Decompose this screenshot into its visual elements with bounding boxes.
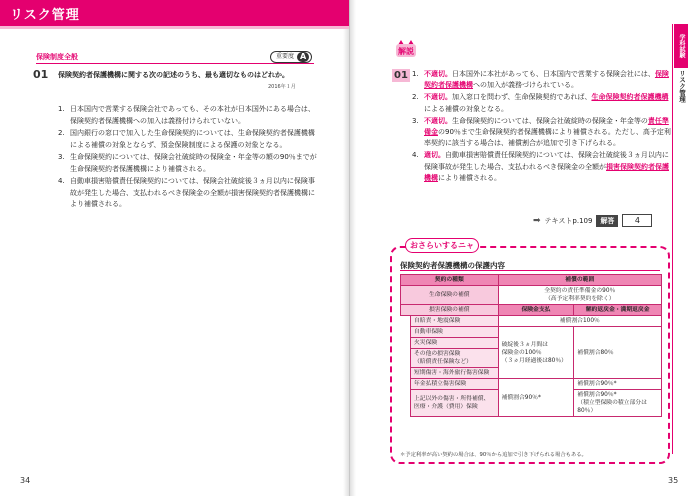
row-label (410, 390, 498, 417)
explanation-text (424, 150, 672, 184)
explanation-number: 1. (412, 70, 419, 78)
explanation-label: 解説 (398, 47, 414, 56)
answer-label: 解答 (596, 215, 618, 227)
table-row (401, 379, 662, 390)
payout-low: 補償割合90％* (498, 379, 574, 417)
explanation-pre: 生命保険契約については、保険会社破綻時の保険金・年金等の (452, 116, 648, 125)
refund-r7-b: （積立型保険の積立部分は80％） (577, 400, 647, 414)
question-number: 01 (33, 68, 49, 81)
answer-value: 4 (622, 214, 652, 227)
row-label-b: （賠償責任保険など） (413, 359, 472, 365)
fold-shadow (350, 0, 356, 496)
question-category: 保険制度全般 (36, 53, 78, 61)
explanation-badge (395, 40, 427, 62)
explanation-number: 3. (412, 116, 419, 125)
option-number: 3. (58, 153, 65, 161)
nonlife-label: 損害保険の補償 (401, 305, 499, 316)
explanation-item (412, 116, 672, 150)
answer-number: 01 (392, 69, 410, 82)
row-label (410, 349, 498, 368)
explanation-pre: 自動車損害賠償責任保険契約については、保険会社破綻後３ヵ月以内に保険事故が発生した場合、支払われるべき保険金の全額が (424, 151, 669, 171)
option-number: 2. (58, 129, 65, 137)
payout-mid-2: 保険金の100％ (501, 349, 542, 356)
row-label: 火災保険 (410, 338, 498, 349)
verdict: 不適切。 (424, 70, 452, 78)
explanation-post: の90％まで生命保険契約者保護機構により補償される。ただし、高予定利率契約に該当する場合は、補償割合が追加で引き下げられる。 (424, 128, 671, 148)
header-contract: 契約の種類 (401, 275, 499, 286)
explanation-list (412, 69, 672, 185)
explanation-post: への加入が義務づけられている。 (473, 81, 578, 90)
table-row (401, 316, 662, 327)
refund-mid: 補償割合80％ (574, 327, 662, 379)
side-tab: 学科試験 (674, 24, 688, 68)
option-text: 国内銀行の窓口で加入した生命保険契約については、生命保険契約者保護機構による補償の対象とならず、預金保険制度による保護の対象となる。 (70, 129, 315, 149)
options-list (58, 104, 320, 212)
verdict: 適切。 (424, 151, 445, 160)
verdict: 不適切。 (424, 93, 452, 102)
row-label-b: 医療・介護（費用）保険 (413, 404, 478, 410)
table-row (401, 327, 662, 338)
review-title-line (400, 270, 660, 271)
explanation-post: により補償される。 (438, 173, 501, 182)
life-value-note: （高予定利率契約を除く） (545, 296, 615, 302)
highlight-term: 損害保険契約者保護機構 (424, 162, 669, 182)
row-label: 短期傷害・海外旅行傷害保険 (410, 368, 498, 379)
page-number-left: 34 (20, 476, 31, 485)
highlight-term: 保険契約者保護機構 (424, 70, 669, 90)
arrow-right-icon: ➡ (533, 215, 541, 226)
life-value (498, 286, 661, 305)
header-refund: 解約返戻金・満期返戻金 (574, 305, 662, 316)
explanation-pre: 日本国外に本社があっても、日本国内で営業する保険会社には、 (452, 70, 655, 78)
table-row (401, 275, 662, 286)
header-range: 補償の範囲 (498, 275, 661, 286)
importance-badge (270, 51, 312, 63)
row-label-a: その他の損害保険 (413, 351, 461, 357)
highlight-term: 生命保険契約者保護機構 (591, 93, 669, 102)
life-label: 生命保険の補償 (401, 286, 499, 305)
option-text: 生命保険契約については、保険会社破綻時の保険金・年金等の額の90％までが生命保険契約者保護機構により補償される。 (70, 153, 317, 173)
importance-label: 重要度 (276, 53, 295, 60)
explanation-number: 4. (412, 151, 419, 160)
text-reference: テキストp.109 (544, 216, 593, 225)
review-title: 保険契約者保護機構の保護内容 (400, 261, 505, 270)
answer-row (533, 214, 652, 227)
option-item (58, 152, 320, 175)
option-number: 1. (58, 105, 65, 113)
option-text: 自動車損害賠償責任保険契約については、保険会社破綻後３ヵ月以内に保険事故が発生した場合、支払われるべき保険金の全額が損害保険契約者保護機構により補償される。 (70, 177, 315, 208)
question-text: 保険契約者保護機構に関する次の記述のうち、最も適切なものはどれか。 (58, 71, 289, 79)
protection-table (400, 274, 662, 417)
cat-badge-icon (395, 40, 427, 58)
row-value: 補償割合100％ (498, 316, 661, 327)
review-label: おさらいするニャ (405, 238, 479, 253)
explanation-post: による補償の対象となる。 (424, 104, 508, 113)
importance-grade: A (297, 52, 309, 62)
option-number: 4. (58, 177, 65, 185)
question-date: 2016年１月 (268, 84, 296, 90)
refund-r7 (574, 390, 662, 417)
explanation-text (424, 92, 672, 114)
explanation-item (412, 150, 672, 184)
explanation-item (412, 69, 672, 91)
payout-mid (498, 327, 574, 379)
table-footnote: ＊予定利率が高い契約の場合は、90％から追加で引き下げられる場合もある。 (400, 452, 587, 458)
explanation-text (424, 69, 672, 91)
header-payout: 保険金支払 (498, 305, 574, 316)
verdict: 不適切。 (424, 116, 452, 125)
side-chapter: リスク管理 (678, 70, 686, 103)
page-number-right: 35 (668, 476, 679, 485)
option-text: 日本国内で営業する保険会社であっても、その本社が日本国外にある場合は、保険契約者保護機構への加入は義務付けられていない。 (70, 105, 315, 125)
table-row (401, 286, 662, 305)
option-item (58, 128, 320, 151)
highlight-term: 責任準備金 (424, 116, 669, 137)
side-line (672, 24, 673, 454)
explanation-item (412, 92, 672, 114)
life-value-main: 全契約の責任準備金の90％ (544, 288, 616, 294)
chapter-title: リスク管理 (10, 8, 80, 23)
category-divider (36, 63, 314, 64)
table-row (401, 305, 662, 316)
fold-shadow (343, 0, 349, 496)
explanation-pre: 加入窓口を問わず、生命保険契約であれば、 (452, 93, 592, 102)
payout-mid-1: 破綻後３ヵ月間は (501, 341, 548, 348)
option-item (58, 176, 320, 211)
option-item (58, 104, 320, 127)
row-label: 自賠責・地震保険 (410, 316, 498, 327)
refund-r7-a: 補償割合90％* (577, 392, 617, 398)
refund-r6: 補償割合90％* (574, 379, 662, 390)
header-stripe (0, 26, 350, 29)
explanation-number: 2. (412, 93, 419, 102)
explanation-text (424, 116, 672, 150)
row-label: 自動車保険 (410, 327, 498, 338)
row-label-a: 上記以外の傷害・所得補償、 (413, 396, 490, 402)
payout-mid-3: （３ヵ月経過後は80％） (501, 357, 567, 364)
row-label: 年金払積立傷害保険 (410, 379, 498, 390)
